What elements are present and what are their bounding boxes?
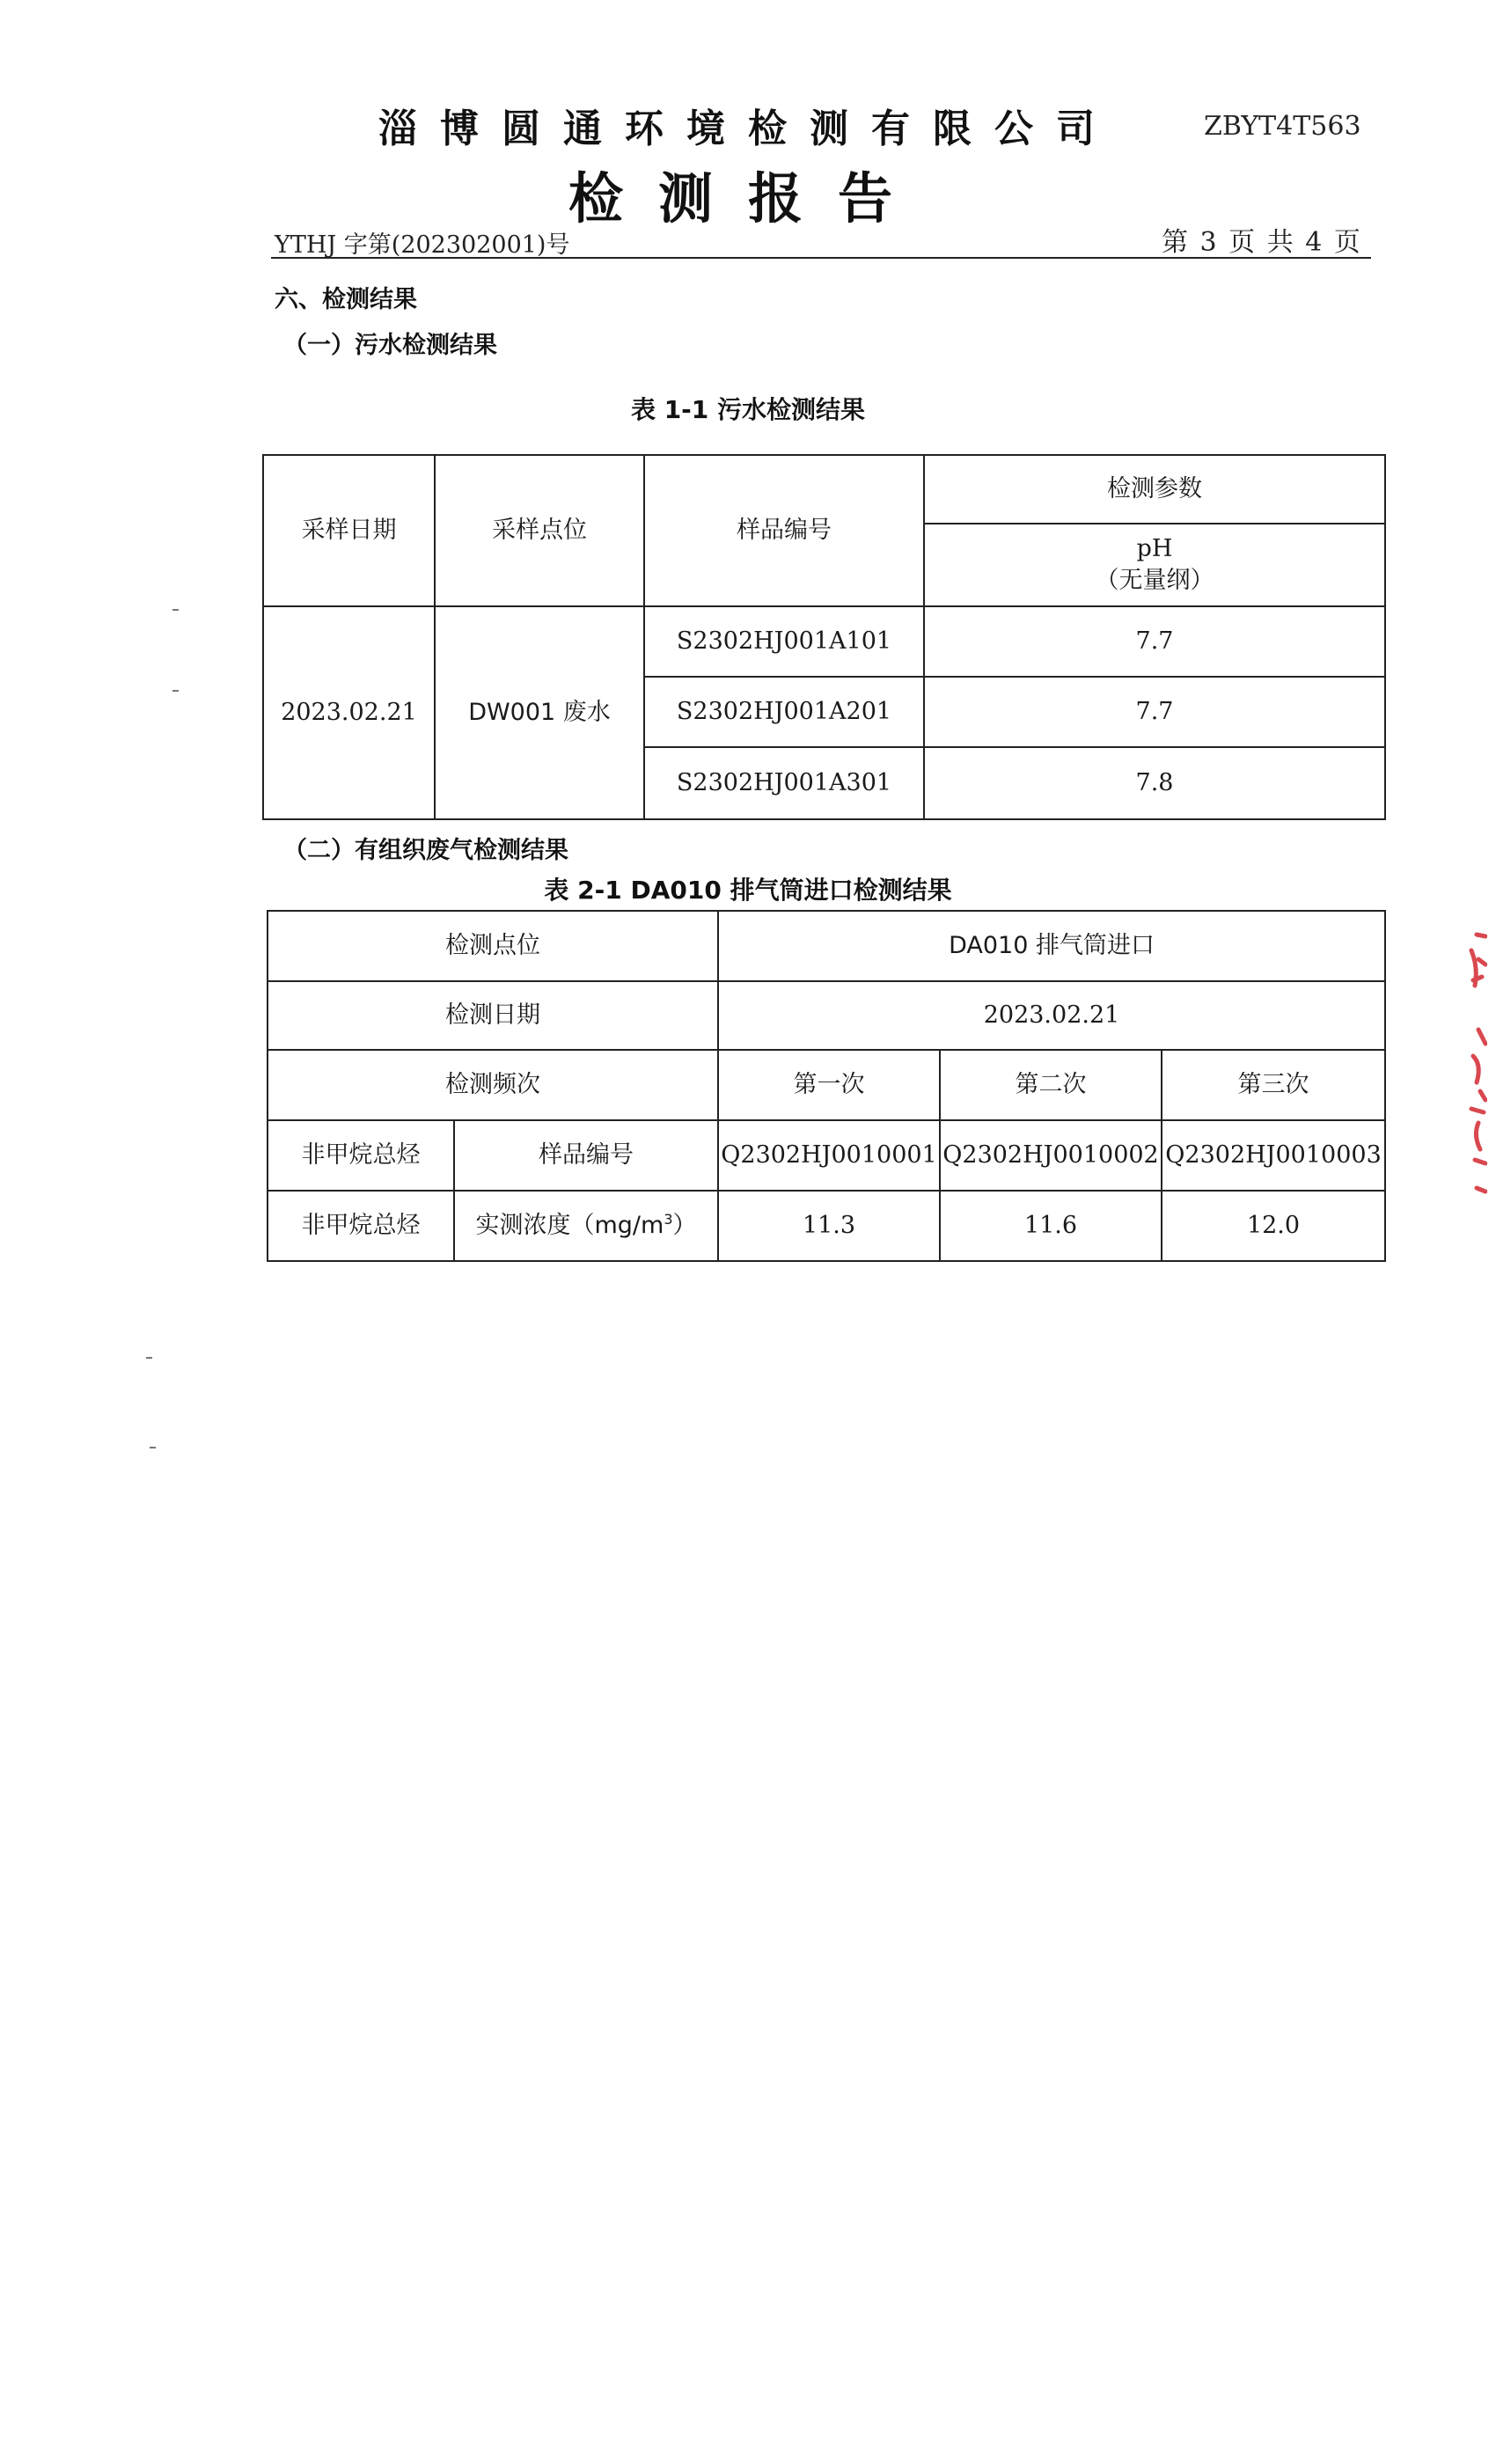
company-name: 淄博圆通环境检测有限公司 xyxy=(378,106,1118,151)
monitoring-point-label: 检测点位 xyxy=(268,911,718,981)
unit-superscript: 3 xyxy=(664,1210,673,1228)
concentration-label-text: 实测浓度（mg/m xyxy=(475,1211,664,1239)
red-seal-stamp-edge xyxy=(1452,924,1487,1206)
scan-speck xyxy=(146,1357,152,1359)
table-row xyxy=(268,911,1385,981)
section-wastewater-heading: （一）污水检测结果 xyxy=(283,332,497,359)
sample-id-cell: Q2302HJ0010003 xyxy=(1162,1120,1385,1191)
table-row xyxy=(268,1120,1385,1191)
header-ph xyxy=(924,524,1385,606)
table2-caption: 表 2-1 DA010 排气筒进口检测结果 xyxy=(544,876,952,905)
sample-id-cell: S2302HJ001A301 xyxy=(644,747,924,819)
monitoring-date-value: 2023.02.21 xyxy=(718,981,1385,1050)
header-sampling-location: 采样点位 xyxy=(435,455,644,606)
monitoring-point-value: DA010 排气筒进口 xyxy=(718,911,1385,981)
table-row xyxy=(263,606,1385,677)
table-row xyxy=(268,1191,1385,1261)
concentration-value-cell: 11.6 xyxy=(940,1191,1162,1261)
frequency-cell: 第二次 xyxy=(940,1050,1162,1120)
sample-id-cell: Q2302HJ0010002 xyxy=(940,1120,1162,1191)
frequency-cell: 第一次 xyxy=(718,1050,940,1120)
scan-speck xyxy=(172,609,179,611)
report-number: YTHJ 字第(202302001)号 xyxy=(275,231,570,259)
ph-value-cell: 7.7 xyxy=(924,677,1385,747)
header-sample-id: 样品编号 xyxy=(644,455,924,606)
section-exhaust-heading: （二）有组织废气检测结果 xyxy=(283,837,568,864)
sample-id-cell: S2302HJ001A201 xyxy=(644,677,924,747)
table-row xyxy=(268,981,1385,1050)
sampling-date-cell: 2023.02.21 xyxy=(263,606,435,819)
concentration-label xyxy=(454,1191,718,1261)
ph-value-cell: 7.7 xyxy=(924,606,1385,677)
ph-unit: （无量纲） xyxy=(1095,567,1214,594)
table1-caption: 表 1-1 污水检测结果 xyxy=(630,395,866,424)
frequency-cell: 第三次 xyxy=(1162,1050,1385,1120)
scan-speck xyxy=(150,1447,156,1448)
sampling-location-cell: DW001 废水 xyxy=(435,606,644,819)
item-name-cell: 非甲烷总烃 xyxy=(268,1191,454,1261)
wastewater-results-table xyxy=(262,454,1386,820)
concentration-label-end: ） xyxy=(672,1211,697,1239)
frequency-label: 检测频次 xyxy=(268,1050,718,1120)
table-row xyxy=(268,1050,1385,1120)
concentration-value-cell: 11.3 xyxy=(718,1191,940,1261)
sample-id-label: 样品编号 xyxy=(454,1120,718,1191)
scan-speck xyxy=(172,690,179,692)
report-code: ZBYT4T563 xyxy=(1204,111,1361,142)
exhaust-results-table xyxy=(267,910,1386,1262)
header-divider xyxy=(271,257,1371,259)
header-parameters: 检测参数 xyxy=(924,455,1385,524)
concentration-value-cell: 12.0 xyxy=(1162,1191,1385,1261)
page-info: 第 3 页 共 4 页 xyxy=(1162,227,1362,258)
section-results-heading: 六、检测结果 xyxy=(275,286,417,313)
ph-label: pH xyxy=(1136,534,1173,562)
report-title: 检测报告 xyxy=(568,166,928,231)
item-name-cell: 非甲烷总烃 xyxy=(268,1120,454,1191)
monitoring-date-label: 检测日期 xyxy=(268,981,718,1050)
header-sampling-date: 采样日期 xyxy=(263,455,435,606)
ph-value-cell: 7.8 xyxy=(924,747,1385,819)
sample-id-cell: S2302HJ001A101 xyxy=(644,606,924,677)
sample-id-cell: Q2302HJ0010001 xyxy=(718,1120,940,1191)
